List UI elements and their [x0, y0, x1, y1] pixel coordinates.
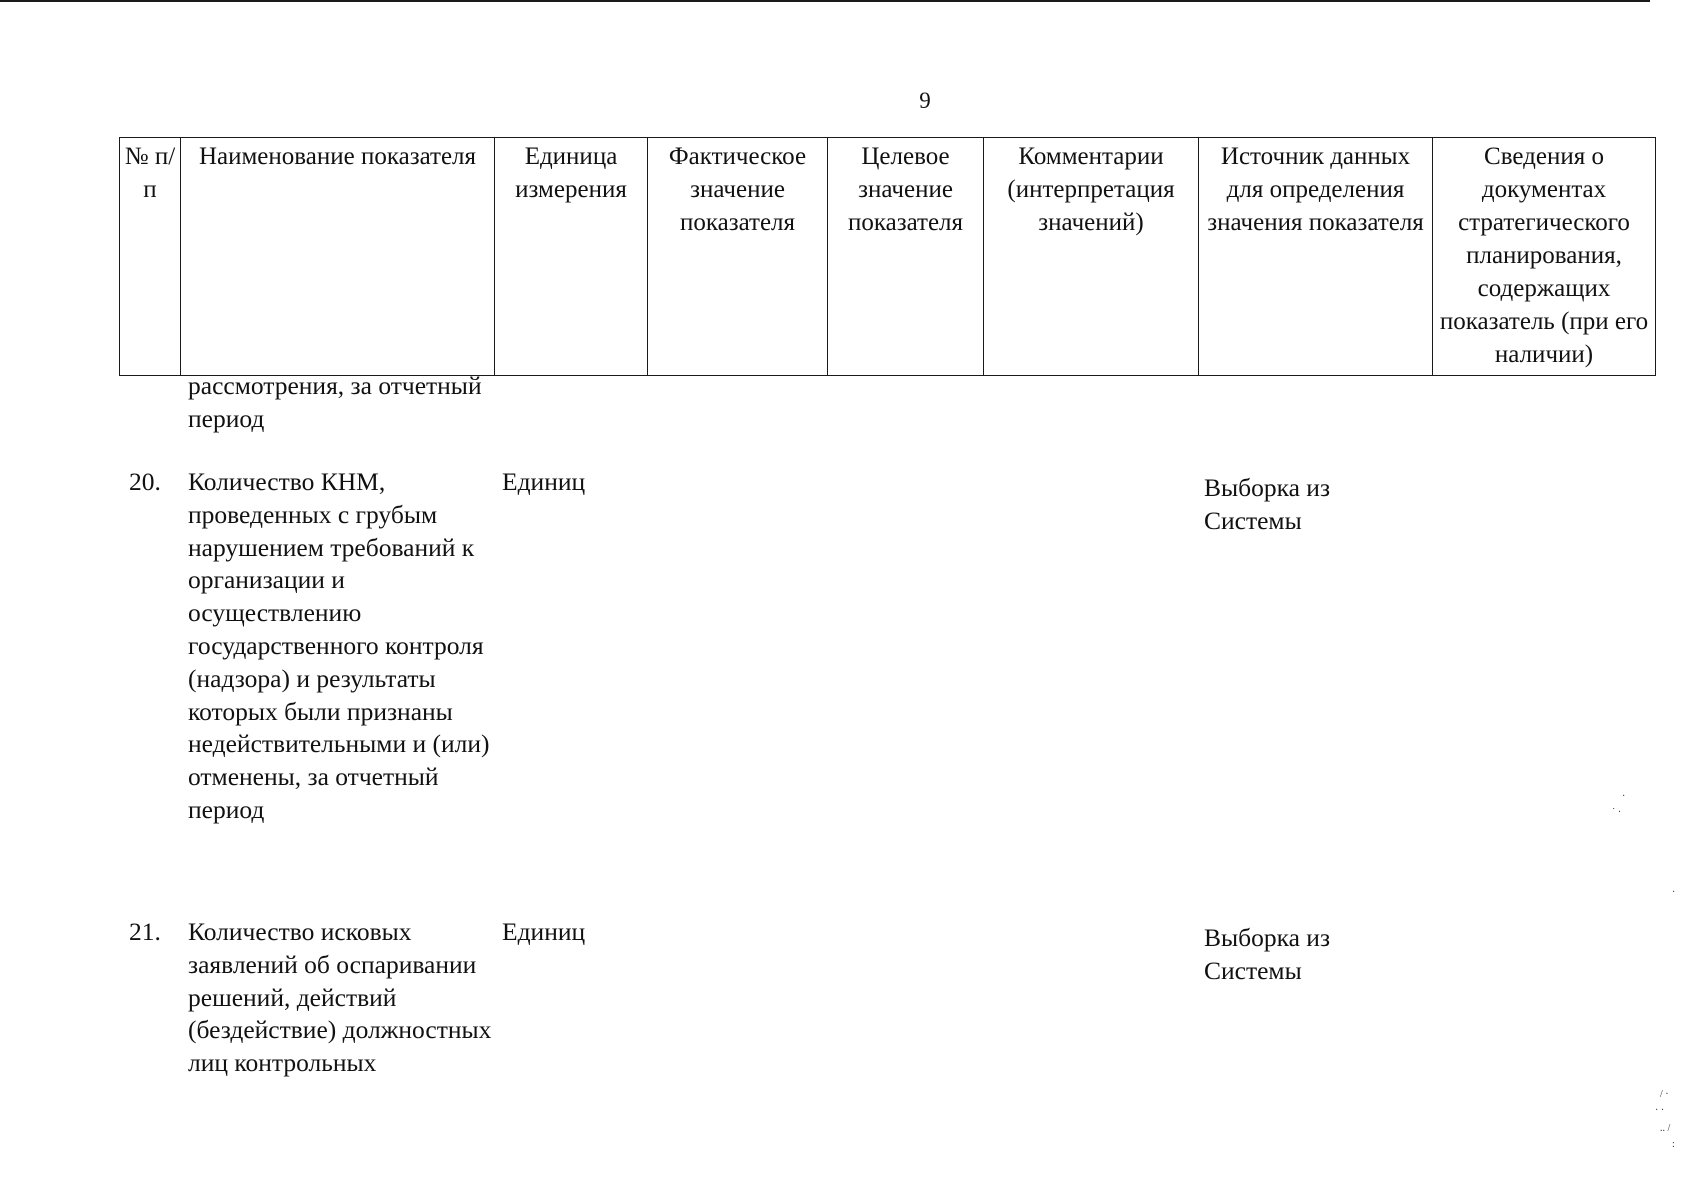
header-comments: Комментарии (интерпретация значений) [984, 138, 1199, 376]
header-strategic-documents: Сведения о документах стратегического планирования, содержащих показатель (при его наличии) [1433, 138, 1656, 376]
header-number: № п/п [120, 138, 181, 376]
row-number: 20. [129, 467, 161, 496]
row-number: 21. [129, 917, 161, 946]
table-row [119, 370, 1655, 466]
header-unit: Единица измерения [495, 138, 648, 376]
header-actual-value: Фактическое значение показателя [648, 138, 828, 376]
header-indicator-name: Наименование показателя [181, 138, 495, 376]
scan-speck: ˙ · [1612, 807, 1622, 818]
indicator-source: Выборка из Системы [1204, 473, 1331, 535]
indicator-name: Количество КНМ, проведенных с грубым нарушением требований к организации и осуществлению государственного контроля (надзора) и результаты которых были признаны недействительными и (или) отменены, за отчетный период [188, 467, 490, 824]
header-data-source: Источник данных для определения значения показателя [1199, 138, 1433, 376]
scan-edge-line [0, 0, 1650, 2]
scan-speck: / · [1660, 1089, 1669, 1100]
indicators-table-header [119, 137, 1656, 376]
page-number: 9 [919, 88, 931, 113]
scan-speck: · [1622, 791, 1626, 802]
indicator-source: Выборка из Системы [1204, 923, 1331, 985]
indicator-unit: Единиц [502, 467, 586, 496]
scan-speck: · [1672, 887, 1676, 898]
table-row [119, 916, 1655, 1126]
scan-speck: .. / [1660, 1123, 1671, 1134]
table-body [119, 370, 1655, 1126]
indicator-name: рассмотрения, за отчетный период [188, 371, 482, 433]
header-row [120, 138, 1656, 376]
scan-speck: : [1672, 1139, 1675, 1150]
indicator-name: Количество исковых заявлений об оспаривании решений, действий (бездействие) должностных лиц контрольных [188, 917, 492, 1078]
table-row [119, 466, 1655, 916]
indicator-unit: Единиц [502, 917, 586, 946]
scan-speck: · · [1655, 1105, 1665, 1116]
header-target-value: Целевое значение показателя [828, 138, 984, 376]
